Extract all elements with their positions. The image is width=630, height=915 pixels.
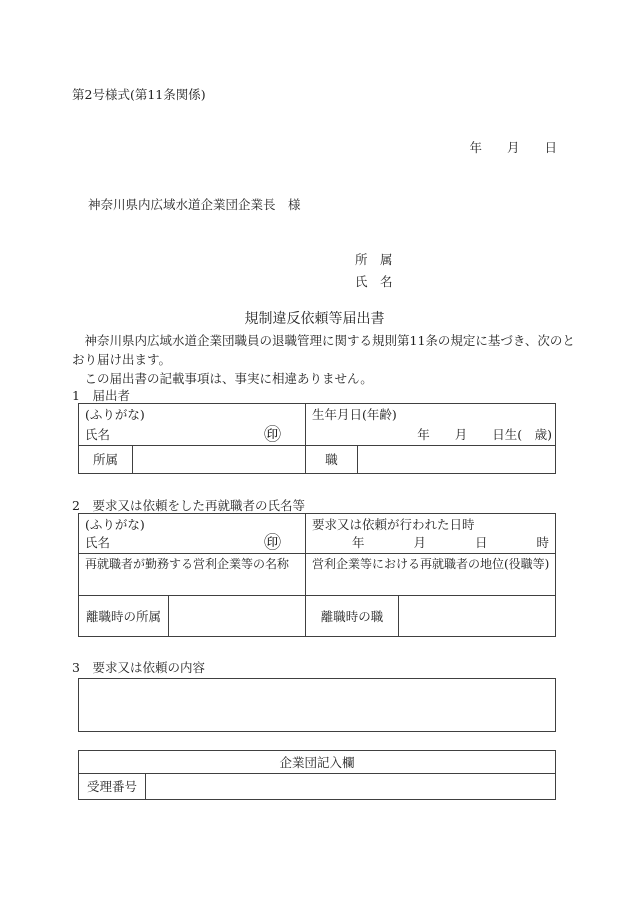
birthdate-label: 生年月日(年齢)	[312, 407, 397, 422]
body-line: 神奈川県内広域水道企業団職員の退職管理に関する規則第11条の規定に基づき、次のと	[72, 333, 575, 348]
former-post-value-cell	[399, 595, 555, 636]
datetime-unit-month: 月	[413, 535, 426, 550]
company-name-label: 再就職者が勤務する営利企業等の名称	[79, 553, 306, 595]
affiliation-label: 所属	[79, 445, 133, 473]
former-post-label: 離職時の職	[306, 595, 399, 636]
furigana-label: (ふりがな)	[85, 517, 145, 532]
datetime-units	[312, 535, 555, 550]
request-content-box	[78, 678, 556, 732]
birth-unit-day-age: 日生( 歳)	[492, 427, 552, 442]
birth-unit-month: 月	[454, 427, 468, 442]
furigana-label: (ふりがな)	[85, 407, 145, 422]
applicant-name-cell	[79, 404, 306, 445]
requester-table	[78, 513, 556, 637]
requester-name-cell	[79, 514, 306, 553]
applicant-table	[78, 403, 556, 474]
datetime-unit-year: 年	[352, 535, 365, 550]
office-use-title: 企業団記入欄	[279, 754, 355, 770]
issue-date-line	[72, 140, 557, 155]
section3-heading: 3 要求又は依頼の内容	[72, 660, 205, 675]
applicant-birthdate-cell	[306, 404, 555, 445]
affiliation-value-cell	[133, 445, 306, 473]
signer-name-label: 氏 名	[355, 274, 393, 289]
datetime-unit-day: 日	[474, 535, 488, 550]
body-line: おり届け出ます。	[72, 352, 172, 367]
body-line: この届出書の記載事項は、事実に相違ありません。	[72, 371, 373, 386]
post-value-cell	[358, 445, 555, 473]
receipt-number-value-cell	[146, 773, 555, 799]
request-datetime-label: 要求又は依頼が行われた日時	[312, 517, 475, 532]
name-label: 氏名	[85, 427, 111, 442]
form-body-paragraph	[72, 331, 575, 388]
date-unit-month: 月	[506, 140, 520, 155]
date-unit-day: 日	[544, 140, 557, 155]
signer-affiliation-label: 所 属	[355, 252, 393, 267]
office-use-table	[78, 750, 556, 800]
birth-unit-year: 年	[417, 427, 430, 442]
section1-heading: 1 届出者	[72, 388, 130, 403]
request-datetime-cell	[306, 514, 555, 553]
receipt-number-label: 受理番号	[79, 773, 146, 799]
birthdate-units	[312, 427, 555, 442]
datetime-unit-hour: 時	[536, 535, 549, 550]
section2-heading: 2 要求又は依頼をした再就職者の氏名等	[72, 498, 305, 513]
date-unit-year: 年	[469, 140, 482, 155]
form-title: 規制違反依頼等届出書	[244, 311, 385, 327]
addressee-line: 神奈川県内広域水道企業団企業長 様	[88, 197, 301, 212]
signer-block	[355, 249, 393, 293]
post-label: 職	[306, 445, 358, 473]
seal-icon: ㊞	[264, 533, 281, 553]
name-label: 氏名	[85, 535, 111, 550]
position-label: 営利企業等における再就職者の地位(役職等)	[306, 553, 555, 595]
former-affiliation-label: 離職時の所属	[79, 595, 169, 636]
seal-icon: ㊞	[264, 425, 281, 445]
former-affiliation-value-cell	[169, 595, 306, 636]
form-number-label: 第2号様式(第11条関係)	[72, 87, 206, 102]
